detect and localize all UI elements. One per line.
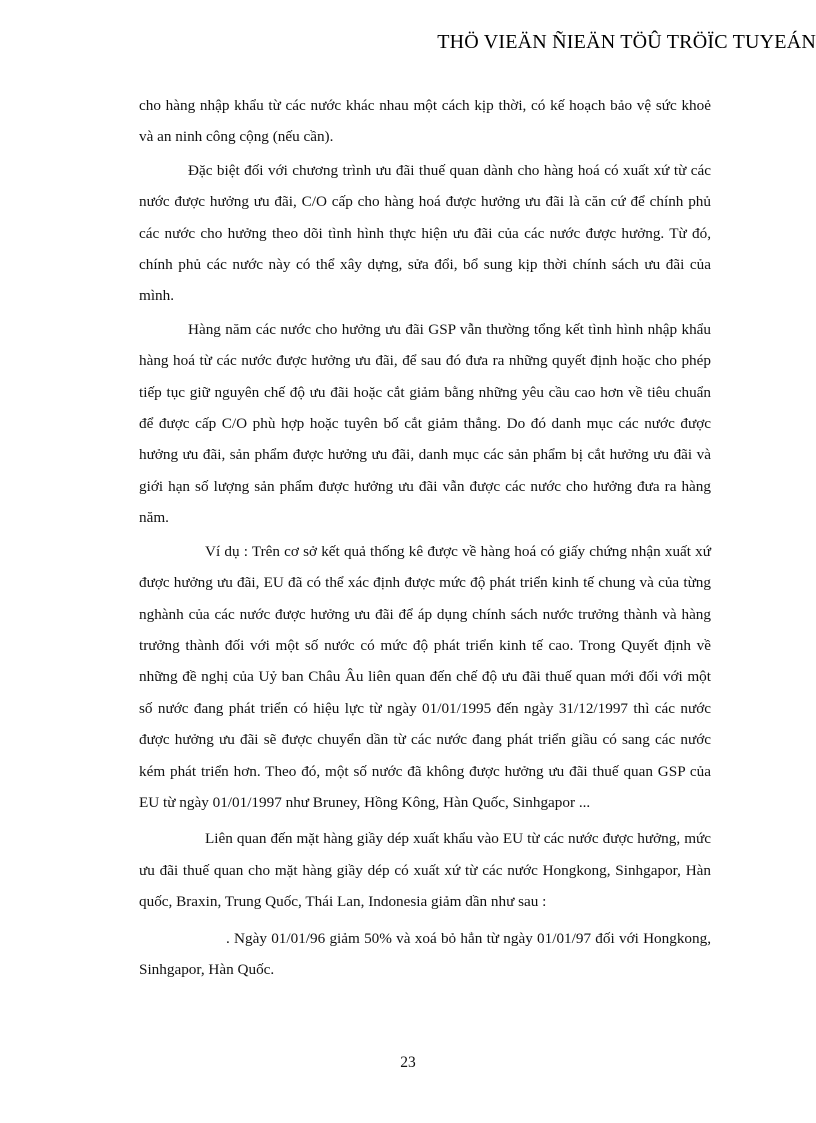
document-body [139, 90, 711, 985]
paragraph-co-preferences: Đặc biệt đối với chương trình ưu đãi thuế quan dành cho hàng hoá có xuất xứ từ các nước được hưởng ưu đãi, C/O cấp cho hàng hoá được hưởng ưu đãi là căn cứ để chính phủ các nước cho hưởng theo dõi tình hình thực hiện ưu đãi của các nước được hưởng. Từ đó, chính phủ các nước này có thể xây dựng, sửa đổi, bổ sung kịp thời chính sách ưu đãi của mình. [139, 161, 711, 305]
paragraph-eu-example: Ví dụ : Trên cơ sở kết quả thống kê được về hàng hoá có giấy chứng nhận xuất xứ được hưởng ưu đãi, EU đã có thể xác định được mức độ phát triển kinh tế chung và của từng nghành của các nước được hưởng ưu đãi để áp dụng chính sách nước trưởng thành và hàng trưởng thành đối với một số nước có mức độ phát triển kinh tế cao. Trong Quyết định về những đề nghị của Uỷ ban Châu Âu liên quan đến chế độ ưu đãi thuế quan mới đối với một số nước đang phát triển có hiệu lực từ ngày 01/01/1995 đến ngày 31/12/1997 thì các nước được hưởng ưu đãi sẽ được chuyển dần từ các nước đang phát triển giầu có sang các nước kém phát triển hơn. Theo đó, một số nước đã không được hưởng ưu đãi thuế quan GSP của EU từ ngày 01/01/1997 như Bruney, Hồng Kông, Hàn Quốc, Sinhgapor ... [139, 542, 711, 811]
paragraph-continuation: cho hàng nhập khẩu từ các nước khác nhau một cách kịp thời, có kế hoạch bảo vệ sức khoẻ và an ninh công cộng (nếu cần). [139, 97, 711, 146]
paragraph-footwear: Liên quan đến mặt hàng giầy dép xuất khẩu vào EU từ các nước được hưởng, mức ưu đãi thuế quan cho mặt hàng giầy dép có xuất xứ từ các nước Hongkong, Sinhgapor, Hàn quốc, Braxin, Trung Quốc, Thái Lan, Indonesia giảm dần như sau : [139, 830, 711, 911]
page-header: THÖ VIEÄN ÑIEÄN TÖÛ TRÖÏC TUYEÁN [437, 31, 816, 53]
page-number: 23 [400, 1054, 416, 1071]
paragraph-footwear-schedule: . Ngày 01/01/96 giảm 50% và xoá bỏ hẳn từ ngày 01/01/97 đối với Hongkong, Sinhgapor, Hàn Quốc. [139, 929, 711, 978]
paragraph-gsp-annual-review: Hàng năm các nước cho hưởng ưu đãi GSP vẫn thường tổng kết tình hình nhập khẩu hàng hoá từ các nước được hưởng ưu đãi, để sau đó đưa ra những quyết định hoặc cho phép tiếp tục giữ nguyên chế độ ưu đãi hoặc cắt giảm bằng những yêu cầu cao hơn về tiêu chuẩn để được cấp C/O phù hợp hoặc tuyên bố cắt giảm thẳng. Do đó danh mục các nước được hưởng ưu đãi, sản phẩm được hưởng ưu đãi, danh mục các sản phẩm bị cắt hưởng ưu đãi và giới hạn số lượng sản phẩm được hưởng ưu đãi vẫn được các nước cho hưởng đưa ra hàng năm. [139, 320, 711, 527]
